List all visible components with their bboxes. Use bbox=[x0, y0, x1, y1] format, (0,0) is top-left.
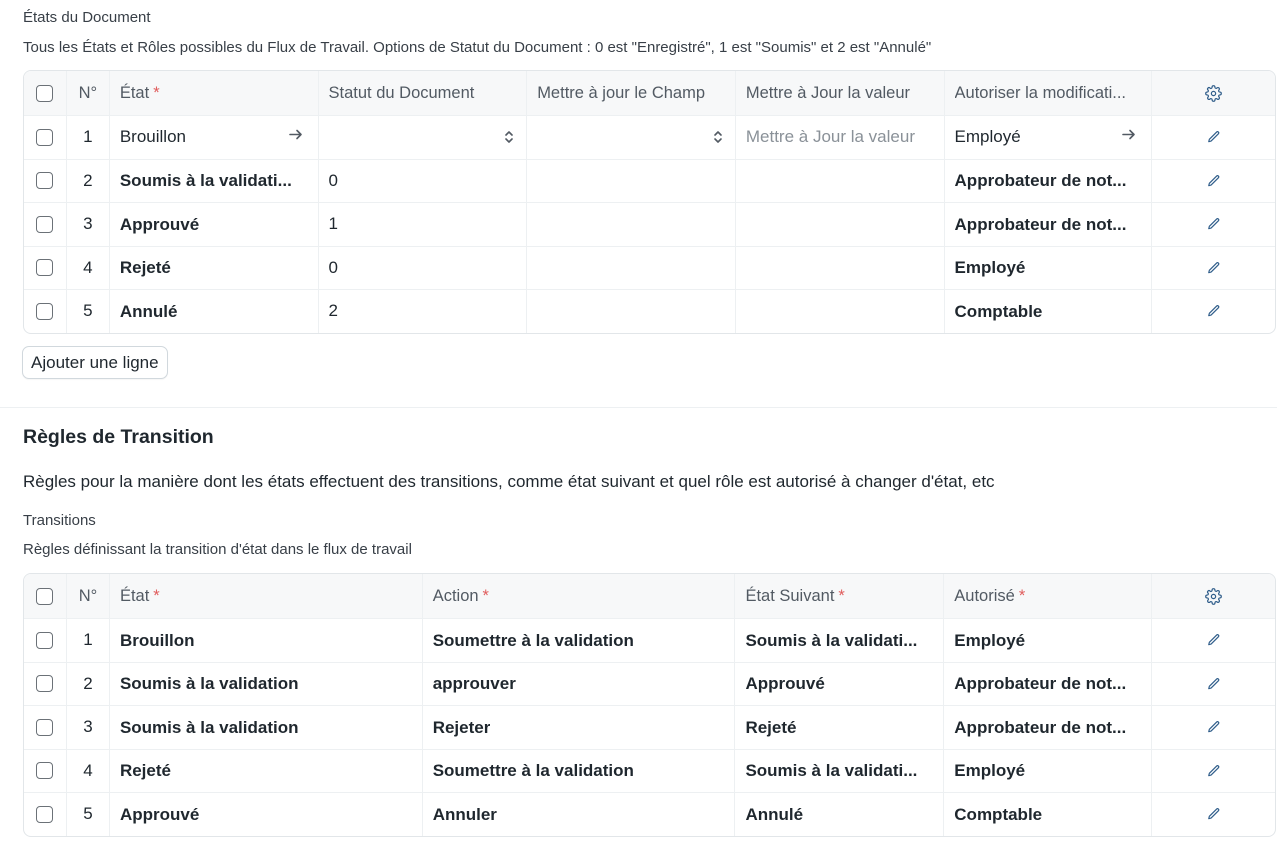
next-state-value: Rejeté bbox=[745, 717, 797, 737]
allowed-value: Approbateur de not... bbox=[954, 717, 1127, 737]
table-row[interactable] bbox=[24, 618, 1275, 662]
row-check-cell[interactable] bbox=[24, 247, 66, 290]
doc-status-cell[interactable]: 0 bbox=[318, 160, 527, 203]
col-update-field[interactable]: Mettre à jour le Champ bbox=[526, 71, 735, 115]
select-all-cell[interactable] bbox=[24, 71, 66, 115]
allowed-value: Employé bbox=[954, 761, 1026, 781]
row-num: 4 bbox=[66, 247, 109, 290]
row-checkbox[interactable] bbox=[36, 675, 53, 692]
action-value: Rejeter bbox=[432, 717, 491, 737]
required-mark: * bbox=[1018, 586, 1026, 605]
allow-edit-value: Employé bbox=[954, 127, 1021, 147]
state-cell[interactable] bbox=[109, 160, 318, 203]
next-state-cell[interactable] bbox=[734, 750, 943, 793]
col-state-label: État bbox=[119, 83, 150, 102]
col-allow-edit[interactable] bbox=[944, 71, 1152, 115]
pencil-icon[interactable] bbox=[1207, 807, 1221, 821]
edit-cell[interactable] bbox=[1151, 793, 1275, 836]
select-all-checkbox[interactable] bbox=[36, 588, 53, 605]
select-all-cell[interactable] bbox=[24, 574, 66, 618]
pencil-icon[interactable] bbox=[1207, 720, 1221, 734]
update-field-cell[interactable] bbox=[526, 160, 735, 203]
state-cell[interactable] bbox=[109, 247, 318, 290]
allowed-value: Employé bbox=[954, 630, 1026, 650]
col-state[interactable] bbox=[109, 71, 318, 115]
arrow-right-icon[interactable] bbox=[1121, 128, 1137, 147]
table-row[interactable] bbox=[24, 246, 1275, 290]
row-check-cell[interactable] bbox=[24, 203, 66, 246]
doc-status-cell[interactable]: 2 bbox=[318, 290, 527, 333]
transition-section-title: Règles de Transition bbox=[23, 426, 214, 448]
next-state-cell[interactable] bbox=[734, 663, 943, 706]
col-update-value[interactable]: Mettre à Jour la valeur bbox=[735, 71, 944, 115]
allowed-cell[interactable] bbox=[943, 619, 1151, 662]
states-grid bbox=[23, 70, 1276, 334]
update-value-cell[interactable] bbox=[735, 160, 944, 203]
state-value: Approuvé bbox=[119, 804, 200, 824]
action-cell[interactable] bbox=[422, 750, 735, 793]
col-state-label: État bbox=[119, 586, 150, 605]
allow-edit-cell[interactable] bbox=[944, 203, 1152, 246]
state-cell[interactable] bbox=[109, 750, 422, 793]
pencil-icon[interactable] bbox=[1207, 217, 1221, 231]
next-state-value: Soumis à la validati... bbox=[745, 630, 918, 650]
state-value: Rejeté bbox=[119, 258, 171, 278]
table-row[interactable] bbox=[24, 749, 1275, 793]
state-value: Rejeté bbox=[119, 761, 171, 781]
state-value: Soumis à la validati... bbox=[119, 171, 292, 191]
col-doc-status[interactable]: Statut du Document bbox=[318, 71, 527, 115]
allowed-value: Approbateur de not... bbox=[954, 674, 1127, 694]
table-row[interactable] bbox=[24, 159, 1275, 203]
row-num: 2 bbox=[66, 160, 109, 203]
required-mark: * bbox=[482, 586, 489, 605]
transitions-grid-header bbox=[24, 574, 1275, 618]
pencil-icon[interactable] bbox=[1207, 764, 1221, 778]
allowed-cell[interactable] bbox=[943, 706, 1151, 749]
row-check-cell[interactable] bbox=[24, 663, 66, 706]
table-row[interactable] bbox=[24, 792, 1275, 836]
row-check-cell[interactable] bbox=[24, 290, 66, 333]
col-next-state[interactable] bbox=[734, 574, 943, 618]
state-cell[interactable] bbox=[109, 706, 422, 749]
chevron-up-down-icon[interactable] bbox=[713, 129, 723, 145]
state-cell[interactable] bbox=[109, 203, 318, 246]
row-checkbox[interactable] bbox=[36, 172, 53, 189]
row-num: 3 bbox=[66, 203, 109, 246]
allow-edit-value: Employé bbox=[954, 258, 1026, 278]
required-mark: * bbox=[153, 83, 160, 102]
update-value-cell[interactable] bbox=[735, 290, 944, 333]
col-num: N° bbox=[66, 574, 109, 618]
action-cell[interactable] bbox=[422, 793, 735, 836]
state-cell[interactable] bbox=[109, 793, 422, 836]
state-value: Approuvé bbox=[119, 214, 200, 234]
table-row[interactable] bbox=[24, 115, 1275, 159]
table-row[interactable] bbox=[24, 662, 1275, 706]
edit-cell[interactable] bbox=[1151, 247, 1275, 290]
update-value-placeholder: Mettre à Jour la valeur bbox=[745, 127, 915, 147]
pencil-icon[interactable] bbox=[1207, 174, 1221, 188]
update-field-cell[interactable] bbox=[526, 203, 735, 246]
gear-icon[interactable] bbox=[1205, 588, 1222, 605]
required-mark: * bbox=[838, 586, 845, 605]
row-num: 3 bbox=[66, 706, 109, 749]
action-cell[interactable] bbox=[422, 619, 735, 662]
update-field-cell[interactable] bbox=[526, 290, 735, 333]
states-grid-header bbox=[24, 71, 1275, 115]
edit-cell[interactable] bbox=[1151, 160, 1275, 203]
arrow-right-icon[interactable] bbox=[288, 128, 304, 147]
row-num: 4 bbox=[66, 750, 109, 793]
edit-cell[interactable] bbox=[1151, 203, 1275, 246]
next-state-cell[interactable] bbox=[734, 706, 943, 749]
allowed-cell[interactable] bbox=[943, 793, 1151, 836]
next-state-value: Approuvé bbox=[745, 674, 825, 694]
pencil-icon[interactable] bbox=[1207, 130, 1221, 144]
row-check-cell[interactable] bbox=[24, 750, 66, 793]
action-value: approuver bbox=[432, 674, 516, 694]
add-row-button[interactable]: Ajouter une ligne bbox=[22, 346, 168, 379]
action-value: Soumettre à la validation bbox=[432, 761, 634, 781]
edit-cell[interactable] bbox=[1151, 290, 1275, 333]
transitions-label: Transitions bbox=[23, 512, 96, 529]
row-num: 5 bbox=[66, 290, 109, 333]
col-next-state-label: État Suivant bbox=[745, 586, 835, 605]
state-link-input[interactable] bbox=[109, 116, 318, 159]
row-checkbox[interactable] bbox=[36, 259, 53, 276]
row-checkbox[interactable] bbox=[36, 303, 53, 320]
edit-cell[interactable] bbox=[1151, 619, 1275, 662]
next-state-cell[interactable] bbox=[734, 793, 943, 836]
allowed-cell[interactable] bbox=[943, 750, 1151, 793]
col-action[interactable] bbox=[422, 574, 735, 618]
next-state-value: Annulé bbox=[745, 804, 804, 824]
states-description: Tous les États et Rôles possibles du Flux de Travail. Options de Statut du Document : 0 est "Enregistré", 1 est "Soumis" et 2 est "Annulé" bbox=[23, 39, 932, 56]
transitions-description: Règles définissant la transition d'état dans le flux de travail bbox=[23, 541, 412, 558]
pencil-icon[interactable] bbox=[1207, 304, 1221, 318]
update-field-select[interactable] bbox=[526, 116, 735, 159]
row-check-cell[interactable] bbox=[24, 116, 66, 159]
action-cell[interactable] bbox=[422, 663, 735, 706]
action-cell[interactable] bbox=[422, 706, 735, 749]
chevron-up-down-icon[interactable] bbox=[504, 129, 514, 145]
update-field-cell[interactable] bbox=[526, 247, 735, 290]
update-value-cell[interactable] bbox=[735, 203, 944, 246]
row-num: 5 bbox=[66, 793, 109, 836]
allow-edit-value: Approbateur de not... bbox=[954, 214, 1127, 234]
states-label: États du Document bbox=[23, 9, 151, 26]
allow-edit-cell[interactable] bbox=[944, 290, 1152, 333]
edit-cell[interactable] bbox=[1151, 750, 1275, 793]
next-state-cell[interactable] bbox=[734, 619, 943, 662]
transition-section-description: Règles pour la manière dont les états effectuent des transitions, comme état suivant et quel rôle est autorisé à changer d'état, etc bbox=[23, 472, 995, 491]
state-cell[interactable] bbox=[109, 663, 422, 706]
state-value: Soumis à la validation bbox=[119, 717, 299, 737]
row-checkbox[interactable] bbox=[36, 806, 53, 823]
col-state[interactable] bbox=[109, 574, 422, 618]
table-row[interactable] bbox=[24, 289, 1275, 333]
row-num: 1 bbox=[66, 116, 109, 159]
doc-status-select[interactable] bbox=[318, 116, 527, 159]
row-check-cell[interactable] bbox=[24, 619, 66, 662]
update-value-cell[interactable] bbox=[735, 247, 944, 290]
next-state-value: Soumis à la validati... bbox=[745, 761, 918, 781]
allow-edit-link-input[interactable] bbox=[944, 116, 1152, 159]
transitions-grid bbox=[23, 573, 1276, 837]
edit-cell[interactable] bbox=[1151, 706, 1275, 749]
action-value: Annuler bbox=[432, 804, 497, 824]
row-check-cell[interactable] bbox=[24, 706, 66, 749]
settings-cell[interactable] bbox=[1151, 574, 1275, 618]
state-value: Brouillon bbox=[119, 127, 186, 147]
doc-status-cell[interactable]: 1 bbox=[318, 203, 527, 246]
row-checkbox[interactable] bbox=[36, 129, 53, 146]
allowed-value: Comptable bbox=[954, 804, 1043, 824]
row-checkbox[interactable] bbox=[36, 762, 53, 779]
action-value: Soumettre à la validation bbox=[432, 630, 634, 650]
section-divider bbox=[0, 407, 1277, 408]
row-check-cell[interactable] bbox=[24, 793, 66, 836]
col-allowed[interactable] bbox=[943, 574, 1151, 618]
pencil-icon[interactable] bbox=[1207, 633, 1221, 647]
edit-cell[interactable] bbox=[1151, 116, 1275, 159]
pencil-icon[interactable] bbox=[1207, 261, 1221, 275]
row-check-cell[interactable] bbox=[24, 160, 66, 203]
required-mark: * bbox=[153, 586, 160, 605]
state-value: Annulé bbox=[119, 301, 178, 321]
allowed-cell[interactable] bbox=[943, 663, 1151, 706]
col-allow-edit-label: Autoriser la modificati... bbox=[954, 83, 1127, 102]
table-row[interactable] bbox=[24, 202, 1275, 246]
allow-edit-value: Approbateur de not... bbox=[954, 171, 1127, 191]
allow-edit-cell[interactable] bbox=[944, 247, 1152, 290]
update-value-input[interactable] bbox=[735, 116, 944, 159]
doc-status-cell[interactable]: 0 bbox=[318, 247, 527, 290]
table-row[interactable] bbox=[24, 705, 1275, 749]
allow-edit-value: Comptable bbox=[954, 301, 1043, 321]
gear-icon[interactable] bbox=[1205, 85, 1222, 102]
row-checkbox[interactable] bbox=[36, 632, 53, 649]
state-value: Soumis à la validation bbox=[119, 674, 299, 694]
row-num: 2 bbox=[66, 663, 109, 706]
state-value: Brouillon bbox=[119, 630, 195, 650]
state-cell[interactable] bbox=[109, 619, 422, 662]
col-action-label: Action bbox=[432, 586, 479, 605]
pencil-icon[interactable] bbox=[1207, 677, 1221, 691]
row-num: 1 bbox=[66, 619, 109, 662]
col-allowed-label: Autorisé bbox=[954, 586, 1015, 605]
state-cell[interactable] bbox=[109, 290, 318, 333]
col-num: N° bbox=[66, 71, 109, 115]
settings-cell[interactable] bbox=[1151, 71, 1275, 115]
row-checkbox[interactable] bbox=[36, 216, 53, 233]
allow-edit-cell[interactable] bbox=[944, 160, 1152, 203]
select-all-checkbox[interactable] bbox=[36, 85, 53, 102]
row-checkbox[interactable] bbox=[36, 719, 53, 736]
edit-cell[interactable] bbox=[1151, 663, 1275, 706]
